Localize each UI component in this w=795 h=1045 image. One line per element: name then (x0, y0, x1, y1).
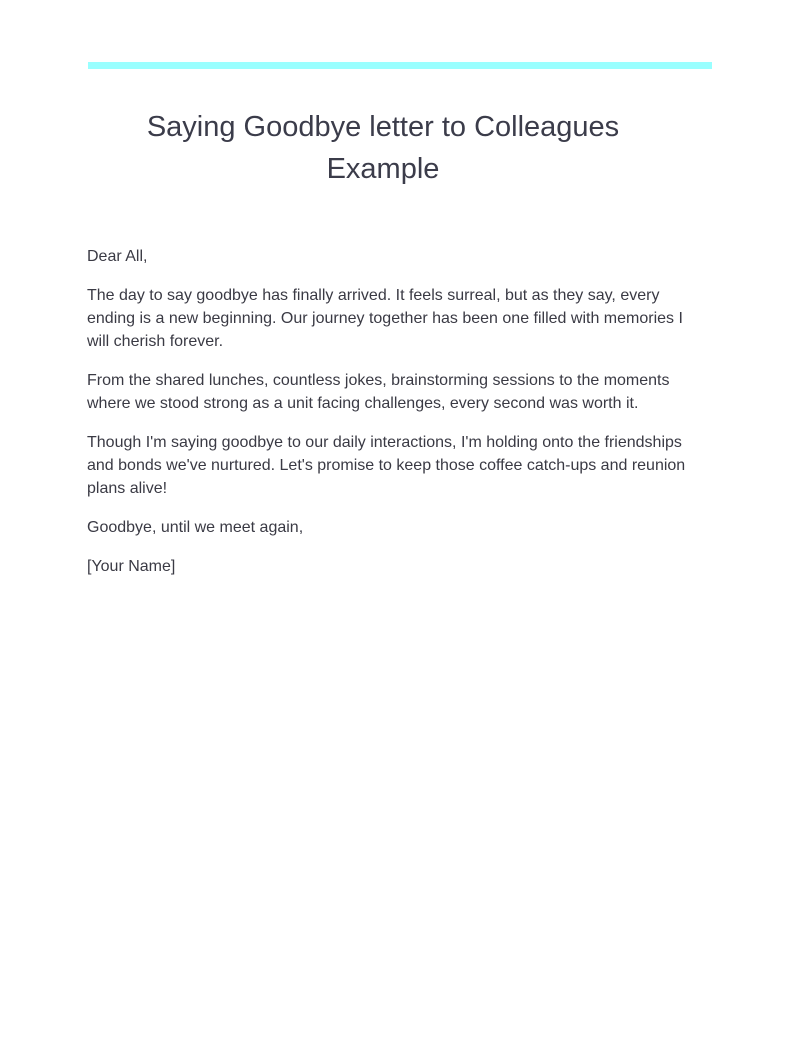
paragraph: Though I'm saying goodbye to our daily interactions, I'm holding onto the friendships and bonds we've nurtured. Let's promise to keep those coffee catch-ups and reunion plans alive! (87, 434, 686, 497)
paragraph: From the shared lunches, countless jokes, brainstorming sessions to the moments where we stood strong as a unit facing challenges, every second was worth it. (87, 372, 670, 412)
closing: Goodbye, until we meet again, (87, 519, 304, 536)
accent-bar (88, 62, 712, 69)
paragraph: The day to say goodbye has finally arrived. It feels surreal, but as they say, every ending is a new beginning. Our journey together has been one filled with memories I will cherish forever. (87, 287, 683, 350)
letter-body (87, 245, 687, 594)
salutation: Dear All, (87, 248, 148, 265)
signature: [Your Name] (87, 558, 176, 575)
page-title: Saying Goodbye letter to Colleagues Example (146, 111, 620, 185)
